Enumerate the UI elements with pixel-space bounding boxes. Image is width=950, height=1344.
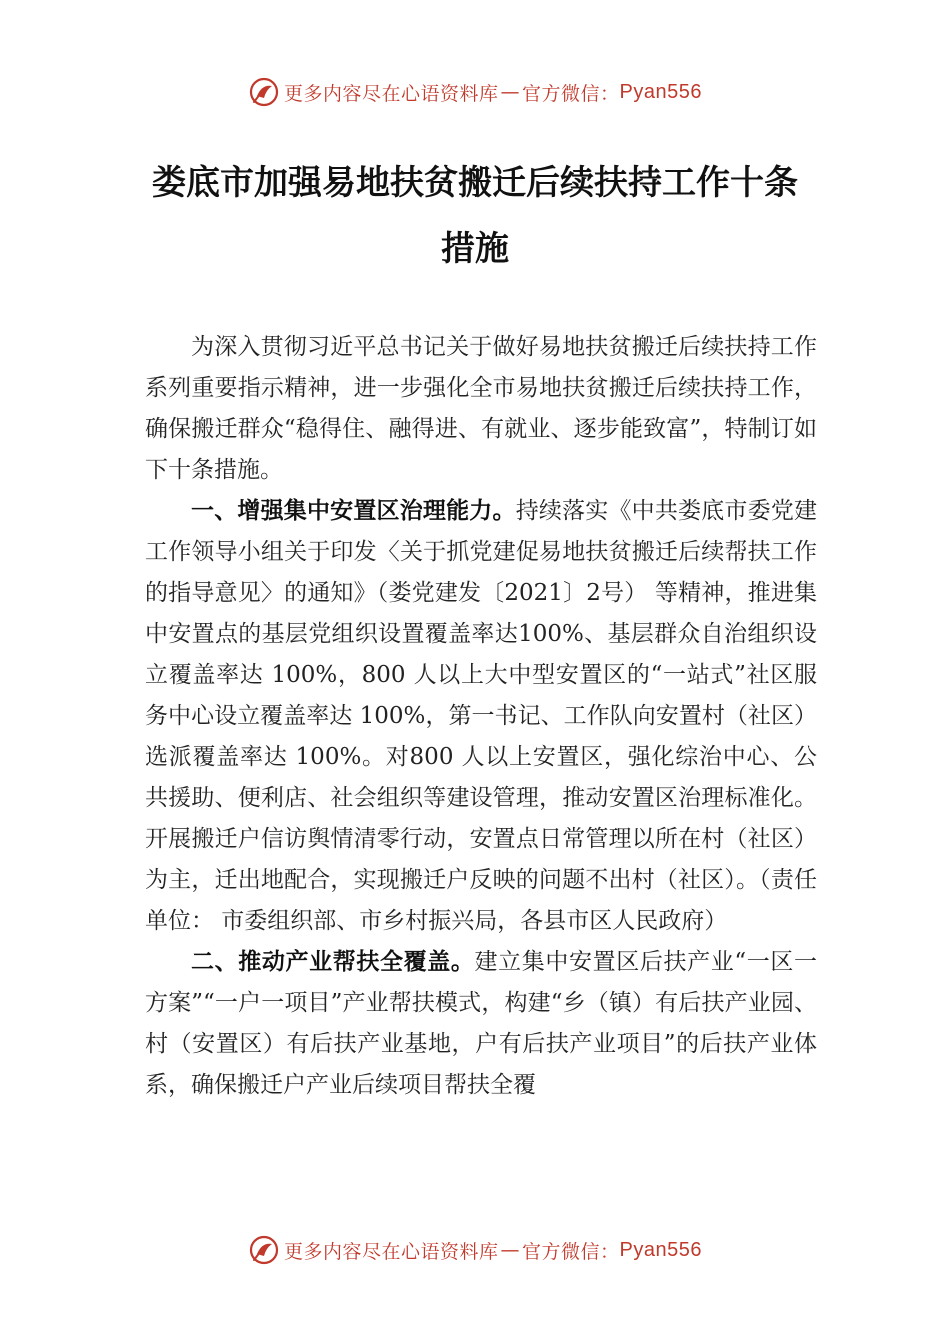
watermark-contact-code: Pyan556 (619, 80, 702, 103)
logo-icon (248, 1234, 280, 1266)
measure-heading: 一、增强集中安置区治理能力。 (191, 498, 516, 524)
watermark-header (0, 72, 950, 112)
watermark-contact-code: Pyan556 (619, 1238, 702, 1261)
paragraph-measure-1 (145, 491, 817, 942)
watermark-separator: — (500, 81, 521, 103)
watermark-contact-label: 官方微信： (522, 82, 620, 105)
paragraph-text: 建立集中安置区后扶产业“一区一方案”“一户一项目”产业帮扶模式，构建“乡（镇）有后扶产业园、村（安置区）有后扶产业基地，户有后扶产业项目”的后扶产业体系，确保搬迁户产业后续项目帮扶全覆 (145, 949, 817, 1098)
watermark-text: 更多内容尽在心语资料库 (284, 82, 499, 105)
paragraph-measure-2 (145, 942, 817, 1106)
watermark-text: 更多内容尽在心语资料库 (284, 1240, 499, 1263)
paragraph-intro (145, 327, 817, 491)
paragraph-text: 为深入贯彻习近平总书记关于做好易地扶贫搬迁后续扶持工作系列重要指示精神，进一步强化全市易地扶贫搬迁后续扶持工作，确保搬迁群众“稳得住、融得进、有就业、逐步能致富”，特制订如下十条措施。 (145, 334, 817, 483)
watermark-separator: — (500, 1239, 521, 1261)
document-body (145, 327, 817, 1106)
watermark-footer (0, 1230, 950, 1270)
page-title: 娄底市加强易地扶贫搬迁后续扶持工作十条措施 (152, 163, 798, 269)
paragraph-text: 持续落实《中共娄底市委党建工作领导小组关于印发〈关于抓党建促易地扶贫搬迁后续帮扶工作的指导意见〉的通知》（娄党建发〔2021〕2号） 等精神，推进集中安置点的基层党组织设置覆盖率达100%、基层群众自治组织设立覆盖率达 100%，800 人以上大中型安置区的“一站式”社区服务中心设立覆盖率达 100%，第一书记、工作队向安置村（社区）选派覆盖率达 100%。对800 人以上安置区，强化综治中心、公共援助、便利店、社会组织等建设管理，推动安置区治理标准化。开展搬迁户信访舆情清零行动，安置点日常管理以所在村（社区）为主，迁出地配合，实现搬迁户反映的问题不出村（社区）。（责任单位： 市委组织部、市乡村振兴局，各县市区人民政府） (145, 498, 818, 934)
logo-icon (248, 76, 280, 108)
measure-heading: 二、推动产业帮扶全覆盖。 (191, 949, 475, 975)
watermark-contact-label: 官方微信： (522, 1240, 620, 1263)
